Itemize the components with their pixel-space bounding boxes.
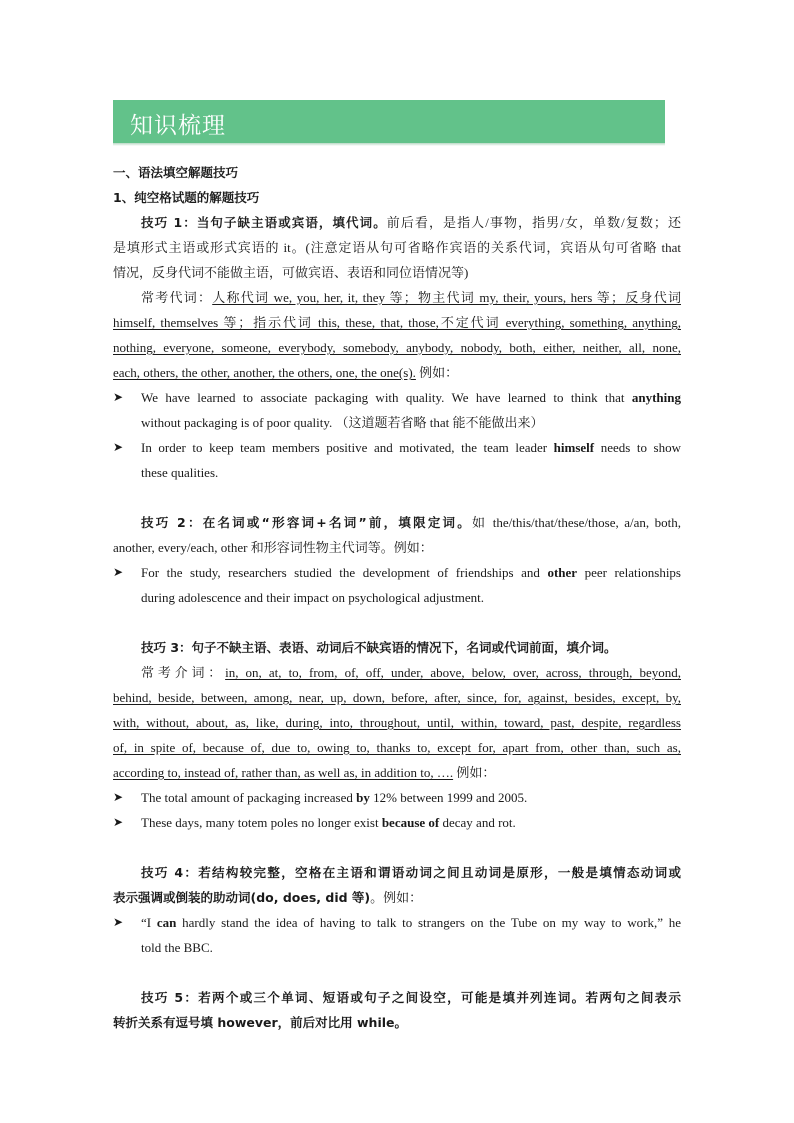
tip2-title: 技巧 2：在名词或“形容词+名词”前，填限定词。 — [141, 515, 473, 530]
example-text: peer relationships — [577, 565, 681, 580]
tip5-line2: 转折关系有逗号填 however，前后对比用 while。 — [113, 1015, 408, 1030]
tip2-line2: another, every/each, other 和形容词性物主代词等。例如： — [113, 540, 433, 555]
prep-line1 — [113, 660, 681, 685]
tip2-text: 如 the/this/that/these/those, a/an, both, — [472, 515, 681, 530]
example-text: “I — [141, 915, 157, 930]
tip3-line1: 技巧 3：句子不缺主语、表语、动词后不缺宾语的情况下，名词或代词前面，填介词。 — [141, 640, 617, 655]
pronoun-list: 人称代词 we, you, her, it, they 等；物主代词 my, their, yours, hers 等；反身代词 — [212, 290, 681, 305]
example-text: needs to show — [594, 440, 681, 455]
prep-line2: behind, beside, between, among, near, up, down, before, after, since, for, against, besides, except, by, — [113, 690, 681, 705]
prep-label: 常考介词： — [141, 665, 226, 680]
tip4-line2 — [113, 885, 681, 910]
example-label: 例如： — [415, 365, 459, 380]
example-answer: because of — [381, 815, 440, 830]
example-item — [113, 910, 681, 935]
example-text: decay and rot. — [439, 815, 516, 830]
banner-title: 知识梳理 — [130, 113, 226, 139]
tip2-line1 — [113, 510, 681, 535]
example-item — [113, 785, 681, 810]
pronoun-line4 — [113, 360, 681, 385]
example-answer: can — [156, 915, 177, 930]
arrow-bullet-icon: ➤ — [113, 790, 124, 804]
spacer — [113, 610, 681, 635]
example-continuation: during adolescence and their impact on psychological adjustment. — [141, 590, 484, 605]
example-item — [113, 810, 681, 835]
example-text: In order to keep team members positive and motivated, the team leader — [141, 440, 554, 455]
example-text: These days, many totem poles no longer exist — [141, 815, 382, 830]
example-text: 12% between 1999 and 2005. — [369, 790, 528, 805]
example-continuation: these qualities. — [141, 465, 219, 480]
pronoun-line2: himself, themselves 等；指示代词 this, these, that, those,不定代词 everything, something, anything, — [113, 315, 681, 330]
pronoun-label: 常考代词： — [141, 290, 213, 305]
section-heading: 一、语法填空解题技巧 — [113, 165, 239, 180]
example-text: For the study, researchers studied the development of friendships and — [141, 565, 548, 580]
example-answer: anything — [631, 390, 681, 405]
example-text: hardly stand the idea of having to talk to strangers on the Tube on my way to work,” he — [176, 915, 681, 930]
example-label: 例如： — [453, 765, 496, 780]
arrow-bullet-icon: ➤ — [113, 440, 124, 454]
spacer — [113, 485, 681, 510]
example-label: 。例如： — [370, 890, 423, 905]
tip4-line1: 技巧 4：若结构较完整，空格在主语和谓语动词之间且动词是原形，一般是填情态动词或 — [141, 865, 681, 880]
pronoun-list-end: each, others, the other, another, the others, one, the one(s). — [113, 365, 416, 380]
pronoun-line3: nothing, everyone, someone, everybody, somebody, anybody, nobody, both, either, neither, all, none, — [113, 340, 681, 355]
tip1-line3: 情况，反身代词不能做主语，可做宾语、表语和同位语情况等) — [113, 265, 469, 280]
prep-line4: of, in spite of, because of, due to, owing to, thanks to, except for, apart from, other than, such as, — [113, 740, 681, 755]
example-answer: himself — [553, 440, 595, 455]
tip1-line1 — [113, 210, 681, 235]
tip1-title: 技巧 1：当句子缺主语或宾语，填代词。 — [141, 215, 387, 230]
prep-list-end: according to, instead of, rather than, as well as, in addition to, …. — [113, 765, 454, 780]
document-body — [113, 160, 681, 1035]
example-answer: other — [547, 565, 578, 580]
arrow-bullet-icon: ➤ — [113, 390, 124, 404]
arrow-bullet-icon: ➤ — [113, 915, 124, 929]
tip1-text: 前后看，是指人/事物，指男/女，单数/复数；还 — [386, 215, 681, 230]
spacer — [113, 960, 681, 985]
subsection-heading: 1、纯空格试题的解题技巧 — [113, 190, 260, 205]
example-continuation: without packaging is of poor quality. （这道题若省略 that 能不能做出来） — [141, 415, 544, 430]
arrow-bullet-icon: ➤ — [113, 815, 124, 829]
prep-line3: with, without, about, as, like, during, into, throughout, until, within, toward, past, despite, regardless — [113, 715, 681, 730]
section-banner — [113, 100, 665, 146]
example-item — [113, 435, 681, 460]
example-item — [113, 385, 681, 410]
prep-line5 — [113, 760, 681, 785]
example-answer: by — [356, 790, 370, 805]
tip1-line2: 是填形式主语或形式宾语的 it。(注意定语从句可省略作宾语的关系代词，宾语从句可省略 that — [113, 240, 681, 255]
spacer — [113, 835, 681, 860]
prep-list: in, on, at, to, from, of, off, under, above, below, over, across, through, beyond, — [225, 665, 681, 680]
pronoun-line1 — [113, 285, 681, 310]
arrow-bullet-icon: ➤ — [113, 565, 124, 579]
tip4-title-end: 表示强调或倒装的助动词(do, does, did 等) — [113, 890, 371, 905]
banner-shadow — [113, 143, 665, 146]
example-item — [113, 560, 681, 585]
example-text: We have learned to associate packaging with quality. We have learned to think that — [141, 390, 632, 405]
example-text: The total amount of packaging increased — [141, 790, 357, 805]
example-continuation: told the BBC. — [141, 940, 213, 955]
tip5-line1: 技巧 5：若两个或三个单词、短语或句子之间设空，可能是填并列连词。若两句之间表示 — [141, 990, 681, 1005]
